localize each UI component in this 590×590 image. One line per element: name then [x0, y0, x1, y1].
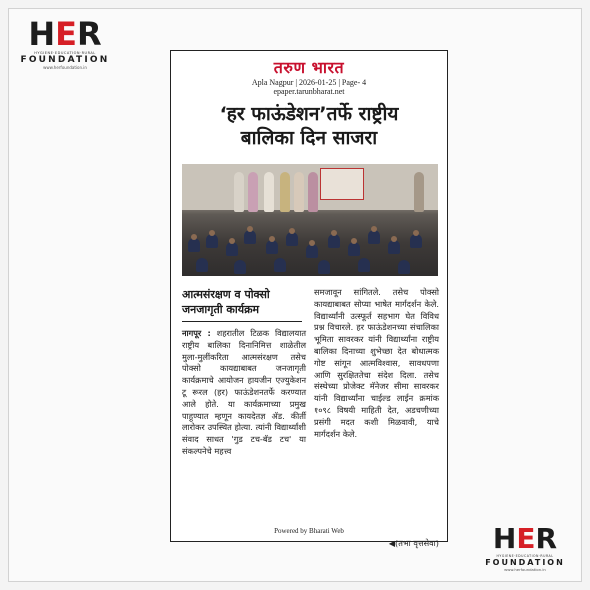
student-face	[289, 228, 295, 234]
seated-student	[410, 234, 422, 248]
seated-student	[398, 260, 410, 274]
logo-website: www.herfoundation.in	[43, 65, 87, 70]
seated-student	[286, 232, 298, 246]
her-foundation-logo-top	[20, 15, 110, 70]
article-column-left	[182, 328, 306, 458]
seated-student	[358, 258, 370, 272]
seated-student	[318, 260, 330, 274]
seated-student	[226, 242, 238, 256]
seated-student	[348, 242, 360, 256]
seated-student	[274, 258, 286, 272]
logo-foundation-text: FOUNDATION	[20, 55, 110, 65]
photo-banner	[320, 168, 364, 200]
column-left-text: शहरातील टिळक विद्यालयात राष्ट्रीय बालिका दिनानिमित्त शाळेतील मुला-मुलींकरिता आत्मसंरक्षण तसेच पोक्सो कायद्याबाबत जनजागृती कार्यक्रमाचे आयोजन हायजीन एज्युकेशन टू रूरल (हर) फाऊंडेशनतर्फे करण्यात आले होते. या कार्यक्रमाच्या प्रमुख पाहुण्यात म्हणून कायदेतज्ञ ॲड. कीर्ती लारोकर उपस्थित होत्या. त्यांनी विद्यार्थ्यांशी संवाद साधत 'गुड टच-बॅड टच' या संकल्पनेचे महत्त्व	[182, 328, 306, 456]
logo-tagline: HYGIENE·EDUCATION·RURAL	[496, 554, 554, 558]
seated-student	[244, 230, 256, 244]
logo-letter-r: R	[535, 522, 558, 555]
seated-student	[266, 240, 278, 254]
seated-student	[388, 240, 400, 254]
masthead	[171, 56, 447, 96]
logo-letter-e: E	[516, 522, 536, 555]
standing-person	[234, 172, 244, 212]
standing-person	[294, 172, 304, 212]
student-face	[391, 236, 397, 242]
seated-student	[206, 234, 218, 248]
news-service-signoff: ◀(तभा वृत्तसेवा)	[388, 538, 439, 548]
student-face	[209, 230, 215, 236]
newspaper-clipping	[170, 50, 448, 548]
article-column-right	[314, 287, 439, 440]
seated-student	[234, 260, 246, 274]
logo-website: www.herfoundation.in	[504, 567, 546, 572]
student-face	[371, 226, 377, 232]
her-logo-mark	[492, 522, 558, 555]
event-photo	[182, 164, 438, 276]
headline-line-1: ‘हर फाऊंडेशन’तर्फे राष्ट्रीय	[219, 103, 399, 125]
standing-person	[264, 172, 274, 212]
logo-letter-e: E	[55, 15, 77, 53]
her-foundation-logo-bottom	[485, 522, 565, 572]
logo-letter-h: H	[492, 522, 517, 555]
student-face	[351, 238, 357, 244]
logo-tagline: HYGIENE·EDUCATION·RURAL	[34, 51, 96, 55]
logo-letter-h: H	[28, 15, 56, 53]
article-subheading: आत्मसंरक्षण व पोक्सो जनजागृती कार्यक्रम	[182, 287, 302, 322]
seated-student	[188, 238, 200, 252]
headline-line-2: बालिका दिन साजरा	[240, 127, 378, 149]
column-right-text: समजावून सांगितले. तसेच पोक्सो कायद्याबाबत सोप्या भाषेत मार्गदर्शन केले. विद्यार्थ्यांनी उत्स्फूर्त सहभाग घेत विविध प्रश्न विचारले. हर फाऊंडेशनच्या संचालिका भूमिता सावरकर यांनी विद्यार्थ्यांना राष्ट्रीय बालिका दिनाच्या शुभेच्छा देत बोधात्मक गोष्ट सांगून आत्मविश्वास, सावधपणा आणि सुरक्षिततेचा संदेश दिला. तसेच संस्थेच्या प्रोजेक्ट मॅनेजर सीमा सावरकर यांनी विद्यार्थ्यांना चाईल्ड लाईन क्रमांक १०९८ विषयी माहिती देत, अडचणीच्या प्रसंगी मदत कशी मिळवावी, याचे मार्गदर्शन केले.	[314, 287, 439, 439]
seated-student	[306, 244, 318, 258]
student-face	[247, 226, 253, 232]
edition-meta: Apla Nagpur | 2026-01-25 | Page- 4	[251, 78, 367, 87]
epaper-url: epaper.tarunbharat.net	[273, 87, 345, 96]
student-face	[191, 234, 197, 240]
student-face	[331, 230, 337, 236]
standing-person	[308, 172, 318, 212]
logo-foundation-text: FOUNDATION	[485, 558, 565, 567]
student-face	[229, 238, 235, 244]
article-headline	[171, 102, 447, 150]
standing-person	[414, 172, 424, 212]
seated-student	[368, 230, 380, 244]
standing-person	[248, 172, 258, 212]
standing-person	[280, 172, 290, 212]
dateline: नागपूर :	[182, 328, 211, 338]
student-face	[413, 230, 419, 236]
newspaper-name: तरुण भारत	[273, 58, 345, 77]
logo-letter-r: R	[77, 15, 102, 53]
clipping-footer: Powered by Bharati Web	[274, 527, 344, 535]
student-face	[269, 236, 275, 242]
seated-student	[196, 258, 208, 272]
seated-student	[328, 234, 340, 248]
student-face	[309, 240, 315, 246]
